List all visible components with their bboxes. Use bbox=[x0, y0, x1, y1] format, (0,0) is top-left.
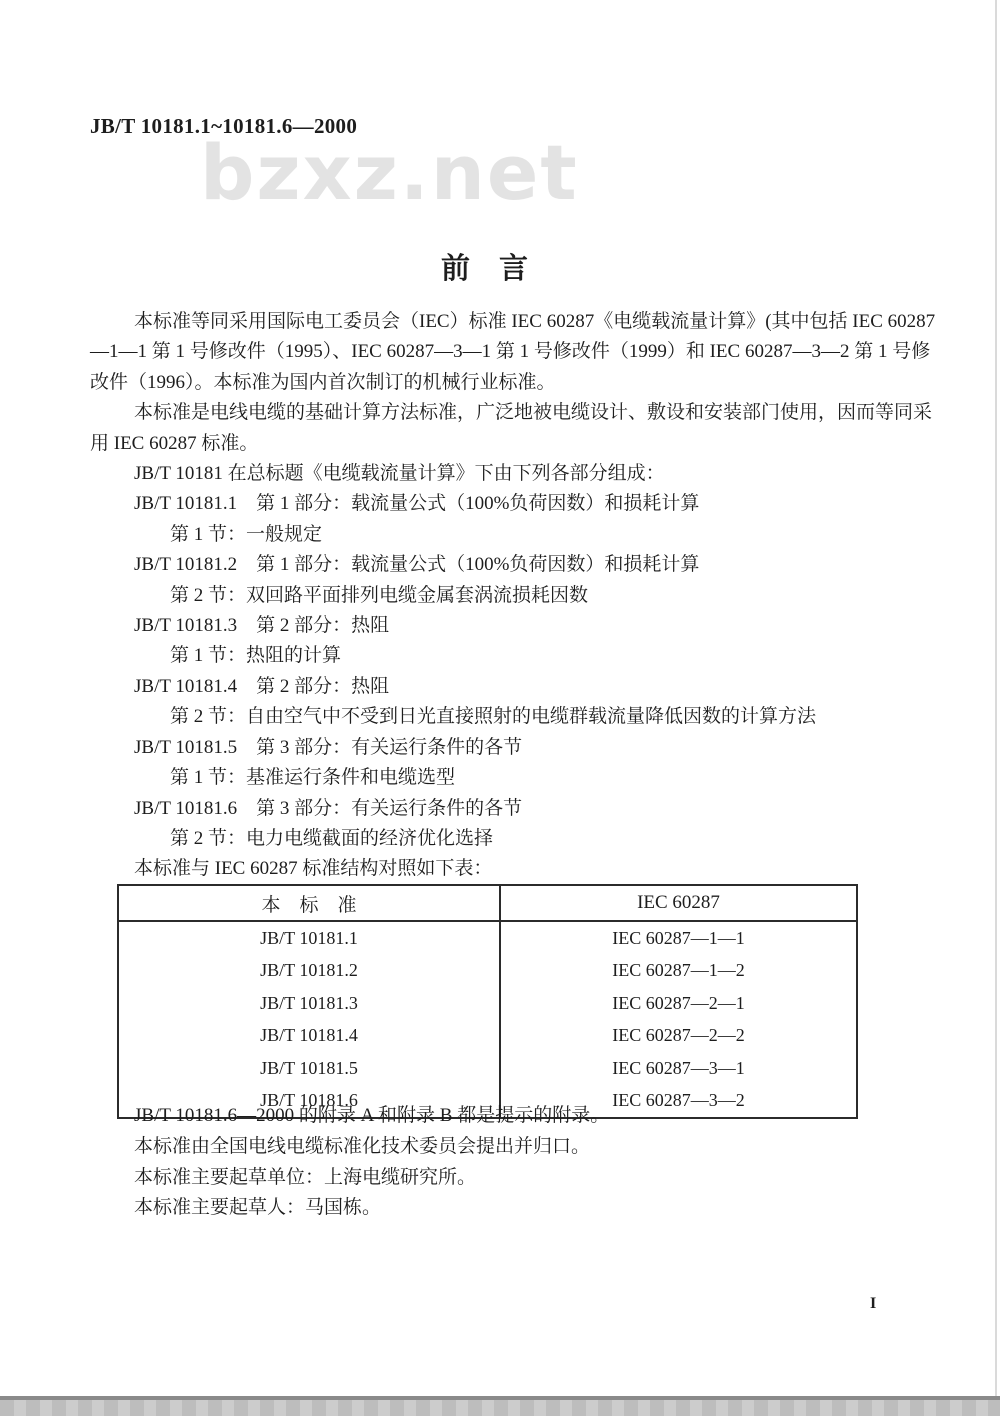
text-line: —1—1 第 1 号修改件（1995）、IEC 60287—3—1 第 1 号修改件（1999）和 IEC 60287—3—2 第 1 号修 bbox=[90, 341, 931, 363]
text-line: 第 2 节：双回路平面排列电缆金属套涡流损耗因数 bbox=[170, 584, 589, 606]
text-line: 第 2 节：电力电缆截面的经济优化选择 bbox=[170, 827, 494, 849]
text-line: JB/T 10181.4 第 2 部分：热阻 bbox=[134, 675, 390, 697]
watermark: bzxz.net bbox=[200, 128, 579, 217]
text-line: JB/T 10181 在总标题《电缆载流量计算》下由下列各部分组成： bbox=[134, 463, 665, 485]
text-line: JB/T 10181.5 第 3 部分：有关运行条件的各节 bbox=[134, 736, 523, 758]
scan-edge-right bbox=[995, 0, 997, 1404]
table-cell-jbt: JB/T 10181.4 bbox=[118, 1020, 500, 1053]
doc-number: JB/T 10181.1~10181.6—2000 bbox=[90, 114, 358, 138]
table-row bbox=[118, 955, 857, 988]
foreword-body bbox=[90, 307, 936, 885]
table-row bbox=[118, 921, 857, 955]
text-line: 第 2 节：自由空气中不受到日光直接照射的电缆群载流量降低因数的计算方法 bbox=[170, 706, 817, 728]
text-line: 第 1 节：热阻的计算 bbox=[170, 645, 342, 667]
table-row bbox=[118, 1020, 857, 1053]
text-line: 本标准主要起草人：马国栋。 bbox=[134, 1197, 382, 1219]
table-cell-jbt: JB/T 10181.5 bbox=[118, 1052, 500, 1085]
text-line: JB/T 10181.6 第 3 部分：有关运行条件的各节 bbox=[134, 797, 523, 819]
text-line: 第 1 节：一般规定 bbox=[170, 523, 323, 545]
table-cell-jbt: JB/T 10181.2 bbox=[118, 955, 500, 988]
text-line: 用 IEC 60287 标准。 bbox=[90, 432, 259, 454]
text-line: 本标准等同采用国际电工委员会（IEC）标准 IEC 60287《电缆载流量计算》(其中包括 IEC 60287 bbox=[134, 311, 936, 332]
table-cell-jbt: JB/T 10181.6 bbox=[118, 1085, 500, 1119]
scan-edge-bottom bbox=[0, 1396, 1000, 1416]
text-line: JB/T 10181.6—2000 的附录 A 和附录 B 都是提示的附录。 bbox=[134, 1105, 610, 1126]
text-line: 本标准主要起草单位：上海电缆研究所。 bbox=[134, 1166, 477, 1188]
standards-comparison-table bbox=[117, 884, 858, 1119]
table-cell-iec: IEC 60287—3—2 bbox=[612, 1090, 745, 1111]
text-line: 第 1 节：基准运行条件和电缆选型 bbox=[170, 767, 456, 789]
table-header-iec: IEC 60287 bbox=[500, 885, 857, 921]
text-line: JB/T 10181.3 第 2 部分：热阻 bbox=[134, 615, 390, 637]
table-cell-jbt: JB/T 10181.3 bbox=[118, 987, 500, 1020]
text-line: JB/T 10181.1 第 1 部分：载流量公式（100%负荷因数）和损耗计算 bbox=[134, 493, 700, 515]
table-header-row bbox=[118, 885, 857, 921]
table-cell-iec: IEC 60287—3—1 bbox=[612, 1057, 745, 1078]
table-cell-iec: IEC 60287—1—1 bbox=[612, 927, 745, 948]
text-line: 改件（1996）。本标准为国内首次制订的机械行业标准。 bbox=[90, 371, 556, 393]
text-line: 本标准与 IEC 60287 标准结构对照如下表： bbox=[134, 858, 493, 880]
table-cell-iec: IEC 60287—2—2 bbox=[612, 1025, 745, 1046]
table-row bbox=[118, 1052, 857, 1085]
page-title: 前 言 bbox=[441, 253, 529, 285]
table-row bbox=[118, 987, 857, 1020]
foreword-footer bbox=[90, 1101, 910, 1224]
table-cell-iec: IEC 60287—2—1 bbox=[612, 992, 745, 1013]
table-cell-iec: IEC 60287—1—2 bbox=[612, 960, 745, 981]
text-line: JB/T 10181.2 第 1 部分：载流量公式（100%负荷因数）和损耗计算 bbox=[134, 554, 700, 576]
text-line: 本标准是电线电缆的基础计算方法标准，广泛地被电缆设计、敷设和安装部门使用，因而等同采 bbox=[134, 402, 933, 424]
page-number: I bbox=[870, 1295, 877, 1312]
table-header-this-standard: 本 标 准 bbox=[118, 885, 500, 921]
text-line: 本标准由全国电线电缆标准化技术委员会提出并归口。 bbox=[134, 1135, 591, 1157]
table-cell-jbt: JB/T 10181.1 bbox=[118, 921, 500, 955]
